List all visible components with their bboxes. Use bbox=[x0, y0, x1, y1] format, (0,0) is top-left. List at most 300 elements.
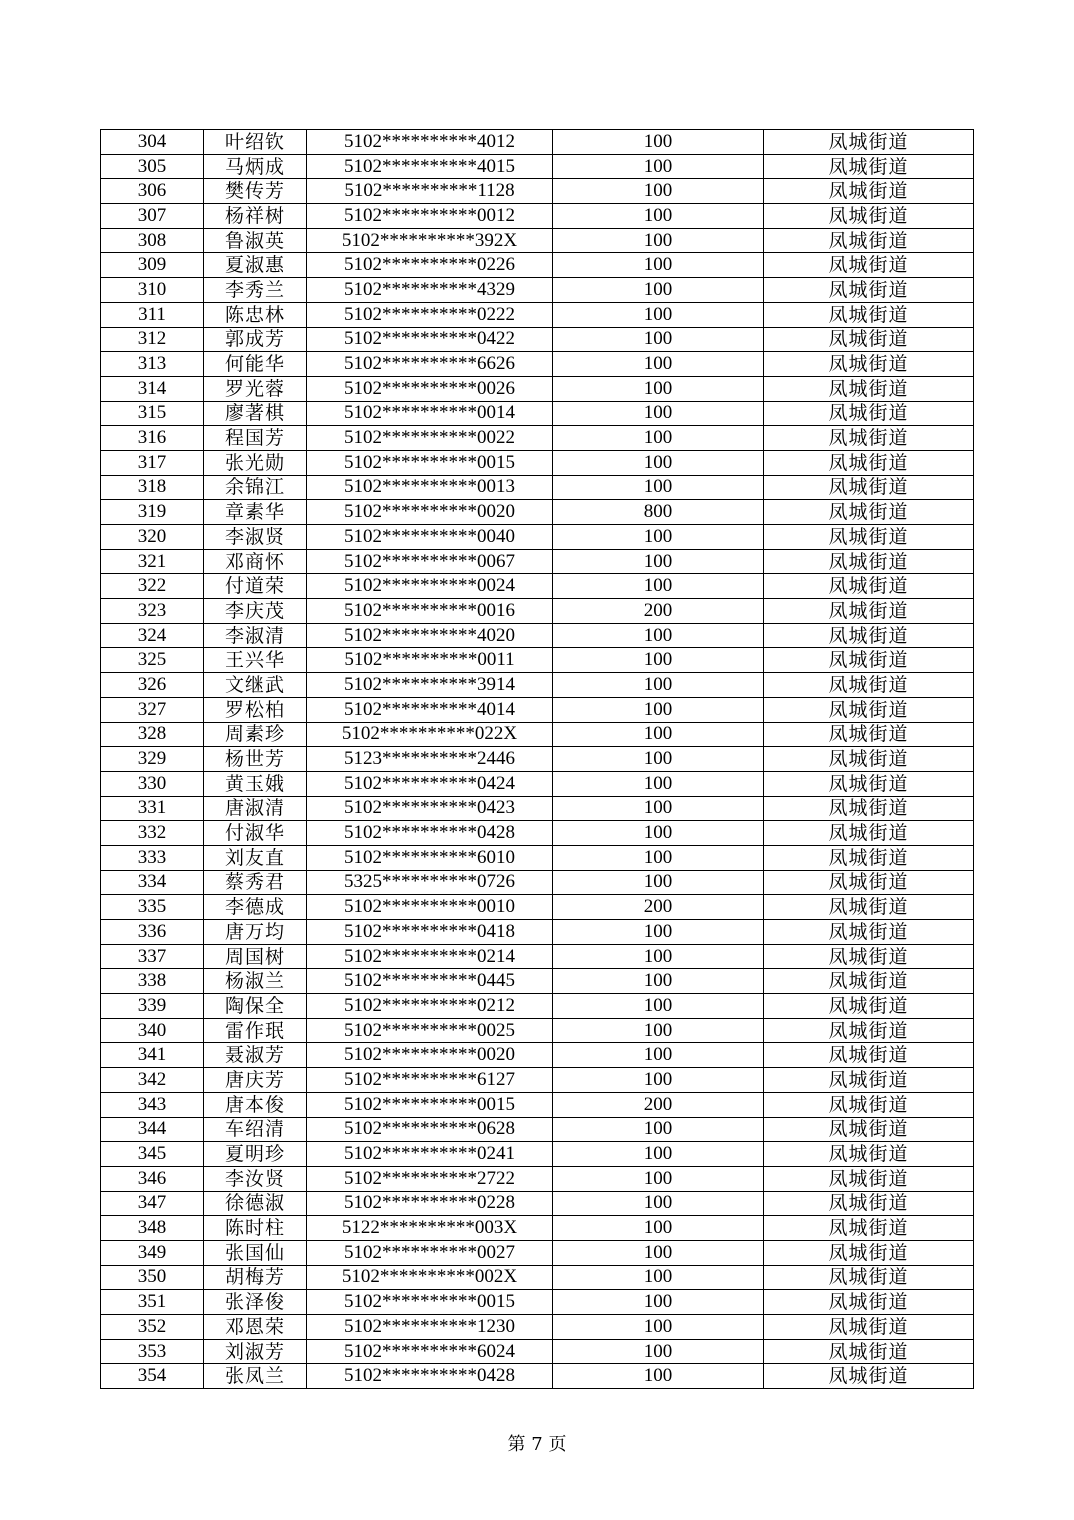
serial-number-cell: 320 bbox=[101, 525, 204, 550]
serial-number-cell: 347 bbox=[101, 1191, 204, 1216]
serial-number-cell: 329 bbox=[101, 747, 204, 772]
name-cell: 鲁淑英 bbox=[204, 228, 307, 253]
district-cell: 凤城街道 bbox=[764, 623, 974, 648]
serial-number-cell: 337 bbox=[101, 944, 204, 969]
table-row bbox=[101, 426, 974, 451]
serial-number-cell: 344 bbox=[101, 1117, 204, 1142]
amount-cell: 200 bbox=[553, 599, 764, 624]
district-cell: 凤城街道 bbox=[764, 821, 974, 846]
table-row bbox=[101, 1018, 974, 1043]
serial-number-cell: 352 bbox=[101, 1315, 204, 1340]
table-row bbox=[101, 697, 974, 722]
table-row bbox=[101, 994, 974, 1019]
page-number: 第 7 页 bbox=[507, 1434, 567, 1455]
id-number-cell: 5102**********0241 bbox=[307, 1142, 553, 1167]
id-number-cell: 5102**********0212 bbox=[307, 994, 553, 1019]
table-row bbox=[101, 1265, 974, 1290]
district-cell: 凤城街道 bbox=[764, 426, 974, 451]
amount-cell: 100 bbox=[553, 1315, 764, 1340]
name-cell: 唐本俊 bbox=[204, 1092, 307, 1117]
id-number-cell: 5102**********0418 bbox=[307, 920, 553, 945]
amount-cell: 100 bbox=[553, 525, 764, 550]
id-number-cell: 5102**********0424 bbox=[307, 771, 553, 796]
id-number-cell: 5102**********0012 bbox=[307, 204, 553, 229]
district-cell: 凤城街道 bbox=[764, 1265, 974, 1290]
table-row bbox=[101, 1117, 974, 1142]
id-number-cell: 5102**********0067 bbox=[307, 549, 553, 574]
name-cell: 李庆茂 bbox=[204, 599, 307, 624]
name-cell: 陈忠林 bbox=[204, 302, 307, 327]
name-cell: 张泽俊 bbox=[204, 1290, 307, 1315]
district-cell: 凤城街道 bbox=[764, 450, 974, 475]
name-cell: 罗光蓉 bbox=[204, 376, 307, 401]
district-cell: 凤城街道 bbox=[764, 1018, 974, 1043]
table-row bbox=[101, 722, 974, 747]
district-cell: 凤城街道 bbox=[764, 1290, 974, 1315]
name-cell: 夏明珍 bbox=[204, 1142, 307, 1167]
serial-number-cell: 310 bbox=[101, 278, 204, 303]
amount-cell: 100 bbox=[553, 130, 764, 155]
amount-cell: 100 bbox=[553, 154, 764, 179]
table-row bbox=[101, 1364, 974, 1389]
table-row bbox=[101, 673, 974, 698]
table-row bbox=[101, 1166, 974, 1191]
amount-cell: 100 bbox=[553, 969, 764, 994]
serial-number-cell: 318 bbox=[101, 475, 204, 500]
amount-cell: 100 bbox=[553, 920, 764, 945]
serial-number-cell: 354 bbox=[101, 1364, 204, 1389]
id-number-cell: 5102**********0040 bbox=[307, 525, 553, 550]
serial-number-cell: 305 bbox=[101, 154, 204, 179]
district-cell: 凤城街道 bbox=[764, 722, 974, 747]
amount-cell: 100 bbox=[553, 1117, 764, 1142]
table-row bbox=[101, 253, 974, 278]
name-cell: 黄玉娥 bbox=[204, 771, 307, 796]
amount-cell: 100 bbox=[553, 204, 764, 229]
table-row bbox=[101, 895, 974, 920]
id-number-cell: 5102**********0015 bbox=[307, 1092, 553, 1117]
serial-number-cell: 328 bbox=[101, 722, 204, 747]
serial-number-cell: 327 bbox=[101, 697, 204, 722]
table-row bbox=[101, 1290, 974, 1315]
id-number-cell: 5102**********0027 bbox=[307, 1240, 553, 1265]
id-number-cell: 5102**********0015 bbox=[307, 1290, 553, 1315]
name-cell: 刘友直 bbox=[204, 845, 307, 870]
table-row bbox=[101, 179, 974, 204]
amount-cell: 100 bbox=[553, 278, 764, 303]
serial-number-cell: 330 bbox=[101, 771, 204, 796]
name-cell: 胡梅芳 bbox=[204, 1265, 307, 1290]
id-number-cell: 5102**********4015 bbox=[307, 154, 553, 179]
id-number-cell: 5102**********002X bbox=[307, 1265, 553, 1290]
id-number-cell: 5102**********0022 bbox=[307, 426, 553, 451]
table-row bbox=[101, 920, 974, 945]
table-row bbox=[101, 1068, 974, 1093]
table-row bbox=[101, 130, 974, 155]
table-row bbox=[101, 154, 974, 179]
table-row bbox=[101, 969, 974, 994]
table-row bbox=[101, 204, 974, 229]
district-cell: 凤城街道 bbox=[764, 796, 974, 821]
table-row bbox=[101, 1191, 974, 1216]
serial-number-cell: 338 bbox=[101, 969, 204, 994]
district-cell: 凤城街道 bbox=[764, 673, 974, 698]
amount-cell: 100 bbox=[553, 722, 764, 747]
id-number-cell: 5102**********0428 bbox=[307, 1364, 553, 1389]
district-cell: 凤城街道 bbox=[764, 1043, 974, 1068]
serial-number-cell: 317 bbox=[101, 450, 204, 475]
district-cell: 凤城街道 bbox=[764, 327, 974, 352]
serial-number-cell: 345 bbox=[101, 1142, 204, 1167]
district-cell: 凤城街道 bbox=[764, 845, 974, 870]
name-cell: 邓商怀 bbox=[204, 549, 307, 574]
name-cell: 李秀兰 bbox=[204, 278, 307, 303]
name-cell: 付道荣 bbox=[204, 574, 307, 599]
name-cell: 程国芳 bbox=[204, 426, 307, 451]
amount-cell: 100 bbox=[553, 697, 764, 722]
table-row bbox=[101, 1240, 974, 1265]
table-row bbox=[101, 1043, 974, 1068]
amount-cell: 100 bbox=[553, 1166, 764, 1191]
name-cell: 李德成 bbox=[204, 895, 307, 920]
id-number-cell: 5102**********0020 bbox=[307, 1043, 553, 1068]
amount-cell: 100 bbox=[553, 845, 764, 870]
table-row bbox=[101, 525, 974, 550]
amount-cell: 100 bbox=[553, 1191, 764, 1216]
amount-cell: 100 bbox=[553, 1240, 764, 1265]
id-number-cell: 5102**********0222 bbox=[307, 302, 553, 327]
amount-cell: 200 bbox=[553, 895, 764, 920]
table-row bbox=[101, 574, 974, 599]
name-cell: 余锦江 bbox=[204, 475, 307, 500]
id-number-cell: 5325**********0726 bbox=[307, 870, 553, 895]
serial-number-cell: 332 bbox=[101, 821, 204, 846]
name-cell: 郭成芳 bbox=[204, 327, 307, 352]
name-cell: 雷作珉 bbox=[204, 1018, 307, 1043]
id-number-cell: 5102**********0628 bbox=[307, 1117, 553, 1142]
table-row bbox=[101, 623, 974, 648]
amount-cell: 100 bbox=[553, 771, 764, 796]
serial-number-cell: 351 bbox=[101, 1290, 204, 1315]
name-cell: 罗松柏 bbox=[204, 697, 307, 722]
id-number-cell: 5102**********0011 bbox=[307, 648, 553, 673]
serial-number-cell: 307 bbox=[101, 204, 204, 229]
amount-cell: 100 bbox=[553, 870, 764, 895]
amount-cell: 100 bbox=[553, 1043, 764, 1068]
serial-number-cell: 349 bbox=[101, 1240, 204, 1265]
table-row bbox=[101, 302, 974, 327]
district-cell: 凤城街道 bbox=[764, 352, 974, 377]
serial-number-cell: 342 bbox=[101, 1068, 204, 1093]
district-cell: 凤城街道 bbox=[764, 401, 974, 426]
id-number-cell: 5102**********4014 bbox=[307, 697, 553, 722]
serial-number-cell: 339 bbox=[101, 994, 204, 1019]
amount-cell: 100 bbox=[553, 475, 764, 500]
id-number-cell: 5102**********0226 bbox=[307, 253, 553, 278]
name-cell: 唐庆芳 bbox=[204, 1068, 307, 1093]
serial-number-cell: 340 bbox=[101, 1018, 204, 1043]
name-cell: 杨淑兰 bbox=[204, 969, 307, 994]
district-cell: 凤城街道 bbox=[764, 253, 974, 278]
district-cell: 凤城街道 bbox=[764, 648, 974, 673]
district-cell: 凤城街道 bbox=[764, 1068, 974, 1093]
name-cell: 徐德淑 bbox=[204, 1191, 307, 1216]
district-cell: 凤城街道 bbox=[764, 549, 974, 574]
id-number-cell: 5102**********0445 bbox=[307, 969, 553, 994]
amount-cell: 100 bbox=[553, 352, 764, 377]
district-cell: 凤城街道 bbox=[764, 1117, 974, 1142]
name-cell: 杨世芳 bbox=[204, 747, 307, 772]
id-number-cell: 5102**********6127 bbox=[307, 1068, 553, 1093]
amount-cell: 100 bbox=[553, 1339, 764, 1364]
district-cell: 凤城街道 bbox=[764, 1191, 974, 1216]
serial-number-cell: 316 bbox=[101, 426, 204, 451]
table-row bbox=[101, 845, 974, 870]
amount-cell: 100 bbox=[553, 1290, 764, 1315]
name-cell: 李淑清 bbox=[204, 623, 307, 648]
district-cell: 凤城街道 bbox=[764, 154, 974, 179]
serial-number-cell: 312 bbox=[101, 327, 204, 352]
table-row bbox=[101, 771, 974, 796]
table-row bbox=[101, 352, 974, 377]
district-cell: 凤城街道 bbox=[764, 500, 974, 525]
amount-cell: 100 bbox=[553, 253, 764, 278]
district-cell: 凤城街道 bbox=[764, 1142, 974, 1167]
amount-cell: 200 bbox=[553, 1092, 764, 1117]
serial-number-cell: 314 bbox=[101, 376, 204, 401]
name-cell: 夏淑惠 bbox=[204, 253, 307, 278]
district-cell: 凤城街道 bbox=[764, 870, 974, 895]
id-number-cell: 5102**********2722 bbox=[307, 1166, 553, 1191]
table-row bbox=[101, 475, 974, 500]
district-cell: 凤城街道 bbox=[764, 969, 974, 994]
id-number-cell: 5102**********6010 bbox=[307, 845, 553, 870]
district-cell: 凤城街道 bbox=[764, 1364, 974, 1389]
serial-number-cell: 304 bbox=[101, 130, 204, 155]
id-number-cell: 5102**********0020 bbox=[307, 500, 553, 525]
id-number-cell: 5102**********0010 bbox=[307, 895, 553, 920]
name-cell: 张光勋 bbox=[204, 450, 307, 475]
name-cell: 廖著棋 bbox=[204, 401, 307, 426]
id-number-cell: 5102**********0015 bbox=[307, 450, 553, 475]
name-cell: 文继武 bbox=[204, 673, 307, 698]
serial-number-cell: 313 bbox=[101, 352, 204, 377]
amount-cell: 100 bbox=[553, 574, 764, 599]
id-number-cell: 5102**********0025 bbox=[307, 1018, 553, 1043]
roster-table-body bbox=[101, 130, 974, 1389]
amount-cell: 100 bbox=[553, 376, 764, 401]
table-row bbox=[101, 1216, 974, 1241]
district-cell: 凤城街道 bbox=[764, 944, 974, 969]
serial-number-cell: 306 bbox=[101, 179, 204, 204]
district-cell: 凤城街道 bbox=[764, 920, 974, 945]
table-row bbox=[101, 821, 974, 846]
district-cell: 凤城街道 bbox=[764, 1315, 974, 1340]
name-cell: 李淑贤 bbox=[204, 525, 307, 550]
serial-number-cell: 334 bbox=[101, 870, 204, 895]
amount-cell: 100 bbox=[553, 179, 764, 204]
district-cell: 凤城街道 bbox=[764, 475, 974, 500]
id-number-cell: 5102**********0423 bbox=[307, 796, 553, 821]
district-cell: 凤城街道 bbox=[764, 574, 974, 599]
amount-cell: 100 bbox=[553, 944, 764, 969]
amount-cell: 100 bbox=[553, 623, 764, 648]
amount-cell: 100 bbox=[553, 648, 764, 673]
name-cell: 李汝贤 bbox=[204, 1166, 307, 1191]
name-cell: 周国树 bbox=[204, 944, 307, 969]
amount-cell: 100 bbox=[553, 1018, 764, 1043]
serial-number-cell: 350 bbox=[101, 1265, 204, 1290]
district-cell: 凤城街道 bbox=[764, 1339, 974, 1364]
amount-cell: 100 bbox=[553, 426, 764, 451]
name-cell: 章素华 bbox=[204, 500, 307, 525]
amount-cell: 100 bbox=[553, 1265, 764, 1290]
table-row bbox=[101, 796, 974, 821]
district-cell: 凤城街道 bbox=[764, 994, 974, 1019]
id-number-cell: 5102**********0214 bbox=[307, 944, 553, 969]
table-row bbox=[101, 376, 974, 401]
id-number-cell: 5102**********3914 bbox=[307, 673, 553, 698]
district-cell: 凤城街道 bbox=[764, 228, 974, 253]
name-cell: 叶绍钦 bbox=[204, 130, 307, 155]
serial-number-cell: 353 bbox=[101, 1339, 204, 1364]
table-row bbox=[101, 228, 974, 253]
id-number-cell: 5102**********4012 bbox=[307, 130, 553, 155]
district-cell: 凤城街道 bbox=[764, 1240, 974, 1265]
id-number-cell: 5122**********003X bbox=[307, 1216, 553, 1241]
name-cell: 邓恩荣 bbox=[204, 1315, 307, 1340]
name-cell: 陈时柱 bbox=[204, 1216, 307, 1241]
table-row bbox=[101, 599, 974, 624]
serial-number-cell: 324 bbox=[101, 623, 204, 648]
district-cell: 凤城街道 bbox=[764, 278, 974, 303]
name-cell: 樊传芳 bbox=[204, 179, 307, 204]
amount-cell: 100 bbox=[553, 450, 764, 475]
serial-number-cell: 348 bbox=[101, 1216, 204, 1241]
table-row bbox=[101, 401, 974, 426]
district-cell: 凤城街道 bbox=[764, 525, 974, 550]
district-cell: 凤城街道 bbox=[764, 1166, 974, 1191]
id-number-cell: 5102**********0014 bbox=[307, 401, 553, 426]
district-cell: 凤城街道 bbox=[764, 697, 974, 722]
id-number-cell: 5102**********0013 bbox=[307, 475, 553, 500]
table-row bbox=[101, 450, 974, 475]
id-number-cell: 5123**********2446 bbox=[307, 747, 553, 772]
table-row bbox=[101, 500, 974, 525]
amount-cell: 100 bbox=[553, 327, 764, 352]
name-cell: 马炳成 bbox=[204, 154, 307, 179]
amount-cell: 100 bbox=[553, 796, 764, 821]
amount-cell: 100 bbox=[553, 1142, 764, 1167]
amount-cell: 100 bbox=[553, 821, 764, 846]
name-cell: 唐万均 bbox=[204, 920, 307, 945]
id-number-cell: 5102**********0026 bbox=[307, 376, 553, 401]
district-cell: 凤城街道 bbox=[764, 302, 974, 327]
id-number-cell: 5102**********4329 bbox=[307, 278, 553, 303]
name-cell: 何能华 bbox=[204, 352, 307, 377]
id-number-cell: 5102**********0228 bbox=[307, 1191, 553, 1216]
name-cell: 张凤兰 bbox=[204, 1364, 307, 1389]
name-cell: 刘淑芳 bbox=[204, 1339, 307, 1364]
amount-cell: 800 bbox=[553, 500, 764, 525]
id-number-cell: 5102**********1128 bbox=[307, 179, 553, 204]
id-number-cell: 5102**********0024 bbox=[307, 574, 553, 599]
name-cell: 周素珍 bbox=[204, 722, 307, 747]
district-cell: 凤城街道 bbox=[764, 747, 974, 772]
district-cell: 凤城街道 bbox=[764, 1216, 974, 1241]
table-row bbox=[101, 1315, 974, 1340]
amount-cell: 100 bbox=[553, 228, 764, 253]
table-row bbox=[101, 944, 974, 969]
name-cell: 陶保全 bbox=[204, 994, 307, 1019]
table-row bbox=[101, 870, 974, 895]
name-cell: 杨祥树 bbox=[204, 204, 307, 229]
table-row bbox=[101, 327, 974, 352]
district-cell: 凤城街道 bbox=[764, 179, 974, 204]
district-cell: 凤城街道 bbox=[764, 130, 974, 155]
table-row bbox=[101, 549, 974, 574]
serial-number-cell: 323 bbox=[101, 599, 204, 624]
serial-number-cell: 311 bbox=[101, 302, 204, 327]
table-row bbox=[101, 1339, 974, 1364]
amount-cell: 100 bbox=[553, 1364, 764, 1389]
serial-number-cell: 341 bbox=[101, 1043, 204, 1068]
id-number-cell: 5102**********1230 bbox=[307, 1315, 553, 1340]
serial-number-cell: 322 bbox=[101, 574, 204, 599]
name-cell: 张国仙 bbox=[204, 1240, 307, 1265]
name-cell: 车绍清 bbox=[204, 1117, 307, 1142]
amount-cell: 100 bbox=[553, 1068, 764, 1093]
name-cell: 蔡秀君 bbox=[204, 870, 307, 895]
district-cell: 凤城街道 bbox=[764, 1092, 974, 1117]
amount-cell: 100 bbox=[553, 1216, 764, 1241]
table-row bbox=[101, 278, 974, 303]
id-number-cell: 5102**********392X bbox=[307, 228, 553, 253]
amount-cell: 100 bbox=[553, 549, 764, 574]
serial-number-cell: 308 bbox=[101, 228, 204, 253]
serial-number-cell: 331 bbox=[101, 796, 204, 821]
table-row bbox=[101, 1142, 974, 1167]
id-number-cell: 5102**********6626 bbox=[307, 352, 553, 377]
id-number-cell: 5102**********4020 bbox=[307, 623, 553, 648]
name-cell: 王兴华 bbox=[204, 648, 307, 673]
name-cell: 付淑华 bbox=[204, 821, 307, 846]
id-number-cell: 5102**********0428 bbox=[307, 821, 553, 846]
table-row bbox=[101, 1092, 974, 1117]
name-cell: 唐淑清 bbox=[204, 796, 307, 821]
name-cell: 聂淑芳 bbox=[204, 1043, 307, 1068]
serial-number-cell: 343 bbox=[101, 1092, 204, 1117]
serial-number-cell: 346 bbox=[101, 1166, 204, 1191]
id-number-cell: 5102**********022X bbox=[307, 722, 553, 747]
serial-number-cell: 335 bbox=[101, 895, 204, 920]
table-row bbox=[101, 747, 974, 772]
serial-number-cell: 333 bbox=[101, 845, 204, 870]
serial-number-cell: 309 bbox=[101, 253, 204, 278]
serial-number-cell: 336 bbox=[101, 920, 204, 945]
table-row bbox=[101, 648, 974, 673]
amount-cell: 100 bbox=[553, 673, 764, 698]
roster-table bbox=[100, 129, 974, 1389]
amount-cell: 100 bbox=[553, 401, 764, 426]
serial-number-cell: 321 bbox=[101, 549, 204, 574]
id-number-cell: 5102**********6024 bbox=[307, 1339, 553, 1364]
district-cell: 凤城街道 bbox=[764, 599, 974, 624]
district-cell: 凤城街道 bbox=[764, 376, 974, 401]
district-cell: 凤城街道 bbox=[764, 204, 974, 229]
amount-cell: 100 bbox=[553, 302, 764, 327]
serial-number-cell: 326 bbox=[101, 673, 204, 698]
